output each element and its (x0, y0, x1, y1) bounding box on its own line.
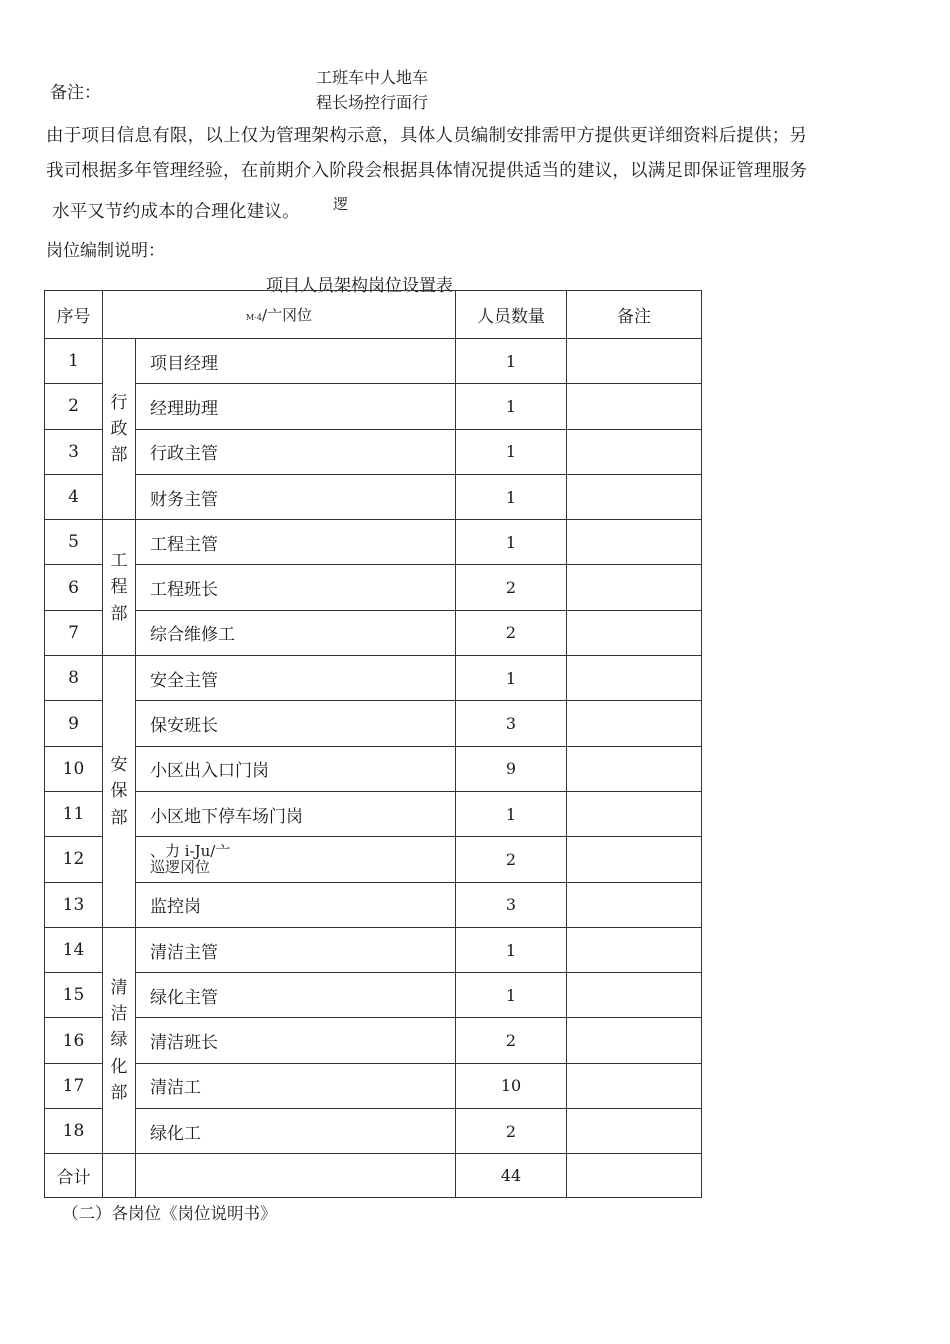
row-number: 12 (45, 837, 103, 882)
table-row (45, 384, 702, 429)
total-count: 44 (456, 1154, 567, 1198)
position-name: 行政主管 (136, 429, 456, 474)
position-name: 综合维修工 (136, 610, 456, 655)
table-row (45, 927, 702, 972)
position-name-line-2: 巡逻冈位 (150, 858, 211, 877)
position-name: 小区出入口门岗 (136, 746, 456, 791)
headcount: 2 (456, 837, 567, 882)
remark-cell (567, 1063, 702, 1108)
headcount: 1 (456, 791, 567, 836)
remark-cell (567, 837, 702, 882)
remark-cell (567, 474, 702, 519)
intro-line-3: 水平又节约成本的合理化建议。 (52, 202, 300, 222)
remark-cell (567, 701, 702, 746)
table-row (45, 1063, 702, 1108)
table-row (45, 1109, 702, 1154)
header-position (103, 291, 456, 339)
headcount: 1 (456, 927, 567, 972)
row-number: 15 (45, 973, 103, 1018)
department-name: 行 政 部 (110, 392, 128, 466)
header-no: 序号 (45, 291, 103, 339)
headcount: 10 (456, 1063, 567, 1108)
row-number: 3 (45, 429, 103, 474)
position-name: 经理助理 (136, 384, 456, 429)
table-row (45, 701, 702, 746)
intro-line-1: 由于项目信息有限，以上仅为管理架构示意，具体人员编制安排需甲方提供更详细资料后提供；另 (46, 126, 808, 146)
row-number: 14 (45, 927, 103, 972)
table-row (45, 429, 702, 474)
row-number: 17 (45, 1063, 103, 1108)
row-number: 4 (45, 474, 103, 519)
remark-cell (567, 973, 702, 1018)
headcount: 3 (456, 882, 567, 927)
headcount: 2 (456, 1018, 567, 1063)
table-row (45, 837, 702, 882)
table-row (45, 791, 702, 836)
header-position-small: M-4 (245, 313, 262, 322)
position-name: 清洁班长 (136, 1018, 456, 1063)
department-cell (103, 656, 136, 928)
total-position-empty (136, 1154, 456, 1198)
headcount: 1 (456, 520, 567, 565)
position-name: 安全主管 (136, 656, 456, 701)
remark-cell (567, 746, 702, 791)
headcount: 1 (456, 384, 567, 429)
department-cell (103, 927, 136, 1153)
row-number: 10 (45, 746, 103, 791)
footer-heading: （二）各岗位《岗位说明书》 (62, 1204, 277, 1223)
position-name: 项目经理 (136, 339, 456, 384)
position-name (136, 837, 456, 882)
remark-cell (567, 791, 702, 836)
table-header-row (45, 291, 702, 339)
position-name: 工程班长 (136, 565, 456, 610)
department-name: 安 保 部 (110, 754, 128, 828)
department-cell (103, 520, 136, 656)
remark-cell (567, 1109, 702, 1154)
table-row (45, 882, 702, 927)
table-row (45, 474, 702, 519)
remark-cell (567, 339, 702, 384)
remark-cell (567, 520, 702, 565)
remark-cell (567, 429, 702, 474)
position-name: 绿化工 (136, 1109, 456, 1154)
table-title: 项目人员架构岗位设置表 (266, 276, 453, 296)
row-number: 8 (45, 656, 103, 701)
position-name: 工程主管 (136, 520, 456, 565)
remark-cell (567, 1018, 702, 1063)
row-number: 2 (45, 384, 103, 429)
header-position-text: /亠冈位 (261, 306, 313, 324)
staffing-table (44, 290, 702, 1198)
position-name: 绿化主管 (136, 973, 456, 1018)
position-name: 保安班长 (136, 701, 456, 746)
remark-cell (567, 565, 702, 610)
intro-line-2: 我司根据多年管理经验，在前期介入阶段会根据具体情况提供适当的建议，以满足即保证管理服务 (46, 161, 808, 181)
row-number: 13 (45, 882, 103, 927)
table-row (45, 565, 702, 610)
remark-cell (567, 882, 702, 927)
remark-cell (567, 384, 702, 429)
table-row (45, 656, 702, 701)
header-count: 人员数量 (456, 291, 567, 339)
header-remark: 备注 (567, 291, 702, 339)
headcount: 2 (456, 610, 567, 655)
headcount: 1 (456, 339, 567, 384)
headcount: 2 (456, 565, 567, 610)
table-row (45, 973, 702, 1018)
table-row (45, 520, 702, 565)
position-name: 监控岗 (136, 882, 456, 927)
stray-character: 逻 (333, 195, 349, 213)
row-number: 9 (45, 701, 103, 746)
position-name: 财务主管 (136, 474, 456, 519)
headcount: 1 (456, 474, 567, 519)
remark-cell (567, 610, 702, 655)
section-title: 岗位编制说明： (46, 241, 165, 261)
row-number: 7 (45, 610, 103, 655)
position-name-line-1: 、力 i-Ju/亠 (150, 841, 231, 860)
remark-cell (567, 656, 702, 701)
headcount: 1 (456, 973, 567, 1018)
row-number: 11 (45, 791, 103, 836)
table-total-row (45, 1154, 702, 1198)
headcount: 2 (456, 1109, 567, 1154)
row-number: 16 (45, 1018, 103, 1063)
headcount: 9 (456, 746, 567, 791)
total-label: 合计 (45, 1154, 103, 1198)
table-row (45, 610, 702, 655)
total-dept-empty (103, 1154, 136, 1198)
headcount: 1 (456, 656, 567, 701)
table-body (45, 339, 702, 1154)
department-name: 清 洁 绿 化 部 (110, 977, 128, 1104)
total-remark (567, 1154, 702, 1198)
remark-cell (567, 927, 702, 972)
row-number: 6 (45, 565, 103, 610)
position-name: 小区地下停车场门岗 (136, 791, 456, 836)
position-name: 清洁主管 (136, 927, 456, 972)
department-cell (103, 339, 136, 520)
department-name: 工 程 部 (110, 551, 128, 624)
table-row (45, 339, 702, 384)
headcount: 3 (456, 701, 567, 746)
tiny-text-line-2: 程长场控行面行 (316, 93, 429, 112)
note-label: 备注： (50, 83, 101, 103)
row-number: 18 (45, 1109, 103, 1154)
row-number: 5 (45, 520, 103, 565)
table-row (45, 1018, 702, 1063)
headcount: 1 (456, 429, 567, 474)
tiny-text-line-1: 工班车中人地车 (316, 68, 429, 87)
table-row (45, 746, 702, 791)
position-name: 清洁工 (136, 1063, 456, 1108)
row-number: 1 (45, 339, 103, 384)
